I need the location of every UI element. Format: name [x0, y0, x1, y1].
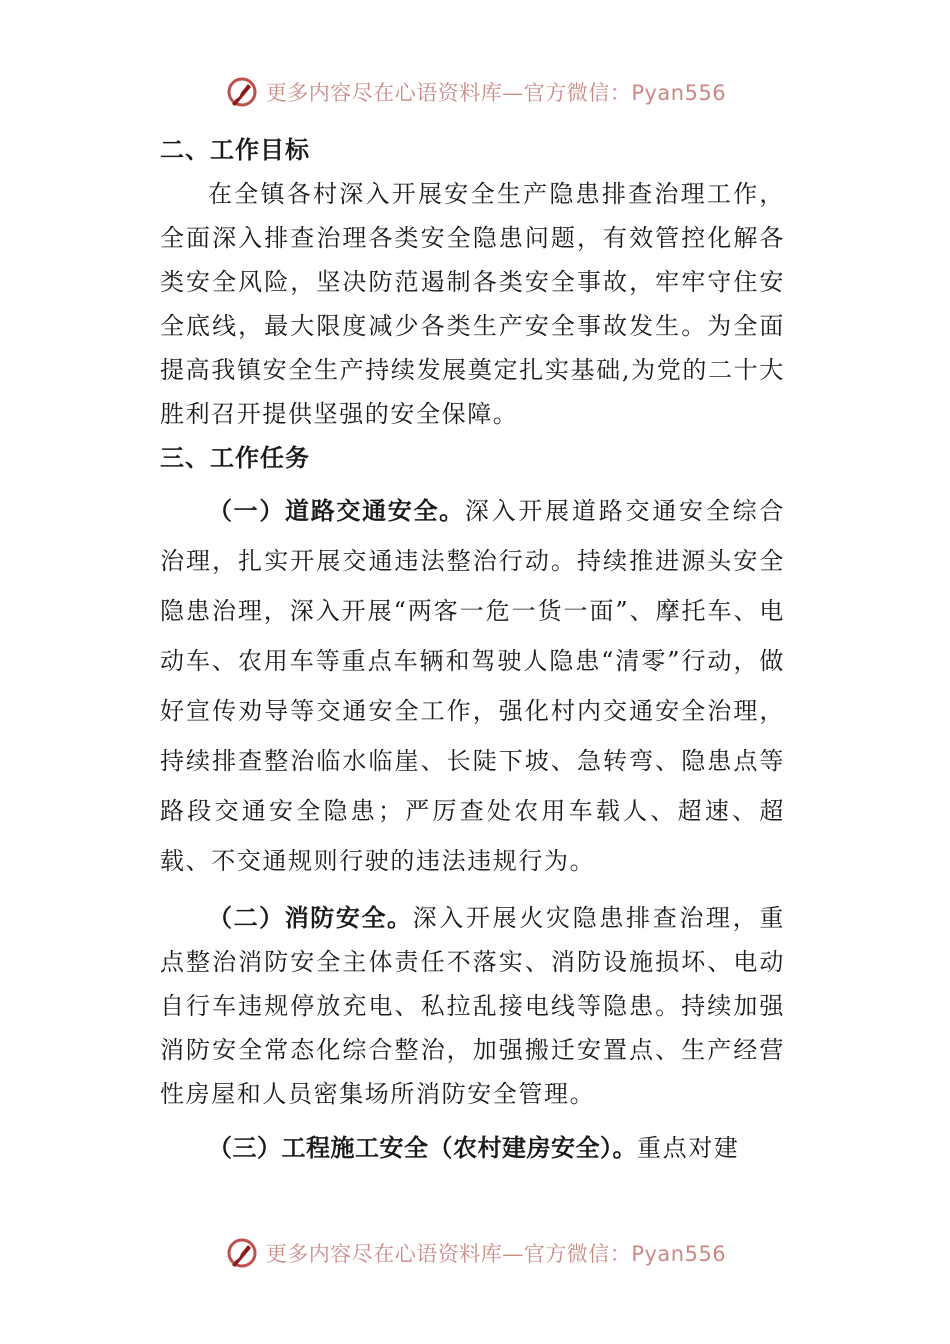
pen-swirl-logo-icon [224, 1235, 260, 1271]
pen-swirl-logo-icon [224, 74, 260, 110]
watermark-banner-bottom [0, 1233, 950, 1273]
paragraph-lead: （三）工程施工安全（农村建房安全）。 [208, 1134, 637, 1162]
document-body [160, 128, 785, 1170]
paragraph-construction: （三）工程施工安全（农村建房安全）。重点对建 [208, 1134, 740, 1162]
paragraph-road-traffic: （一）道路交通安全。深入开展道路交通安全综合治理，扎实开展交通违法整治行动。持续推进源头安全隐患治理，深入开展“两客一危一货一面”、摩托车、电动车、农用车等重点车辆和驾驶人隐患“清零”行动，做好宣传劝导等交通安全工作，强化村内交通安全治理，持续排查整治临水临崖、长陡下坡、急转弯、隐患点等路段交通安全隐患；严厉查处农用车载人、超速、超载、不交通规则行驶的违法违规行为。 [160, 497, 786, 875]
watermark-text: 更多内容尽在心语资料库—官方微信：Pyan556 [265, 81, 727, 105]
watermark-banner-top [0, 72, 950, 112]
paragraph-goals: 在全镇各村深入开展安全生产隐患排查治理工作，全面深入排查治理各类安全隐患问题，有效管控化解各类安全风险，坚决防范遏制各类安全事故，牢牢守住安全底线，最大限度减少各类生产安全事故发生。为全面提高我镇安全生产持续发展奠定扎实基础,为党的二十大胜利召开提供坚强的安全保障。 [160, 180, 785, 428]
paragraph-lead: （一）道路交通安全。 [208, 497, 465, 525]
paragraph-fire-safety: （二）消防安全。深入开展火灾隐患排查治理，重点整治消防安全主体责任不落实、消防设施损坏、电动自行车违规停放充电、私拉乱接电线等隐患。持续加强消防安全常态化综合整治，加强搬迁安置点、生产经营性房屋和人员密集场所消防安全管理。 [160, 904, 785, 1108]
section-heading-goals: 二、工作目标 [160, 136, 310, 164]
section-heading-tasks: 三、工作任务 [160, 444, 310, 472]
paragraph-lead: （二）消防安全。 [208, 904, 413, 932]
watermark-text: 更多内容尽在心语资料库—官方微信：Pyan556 [265, 1242, 727, 1266]
